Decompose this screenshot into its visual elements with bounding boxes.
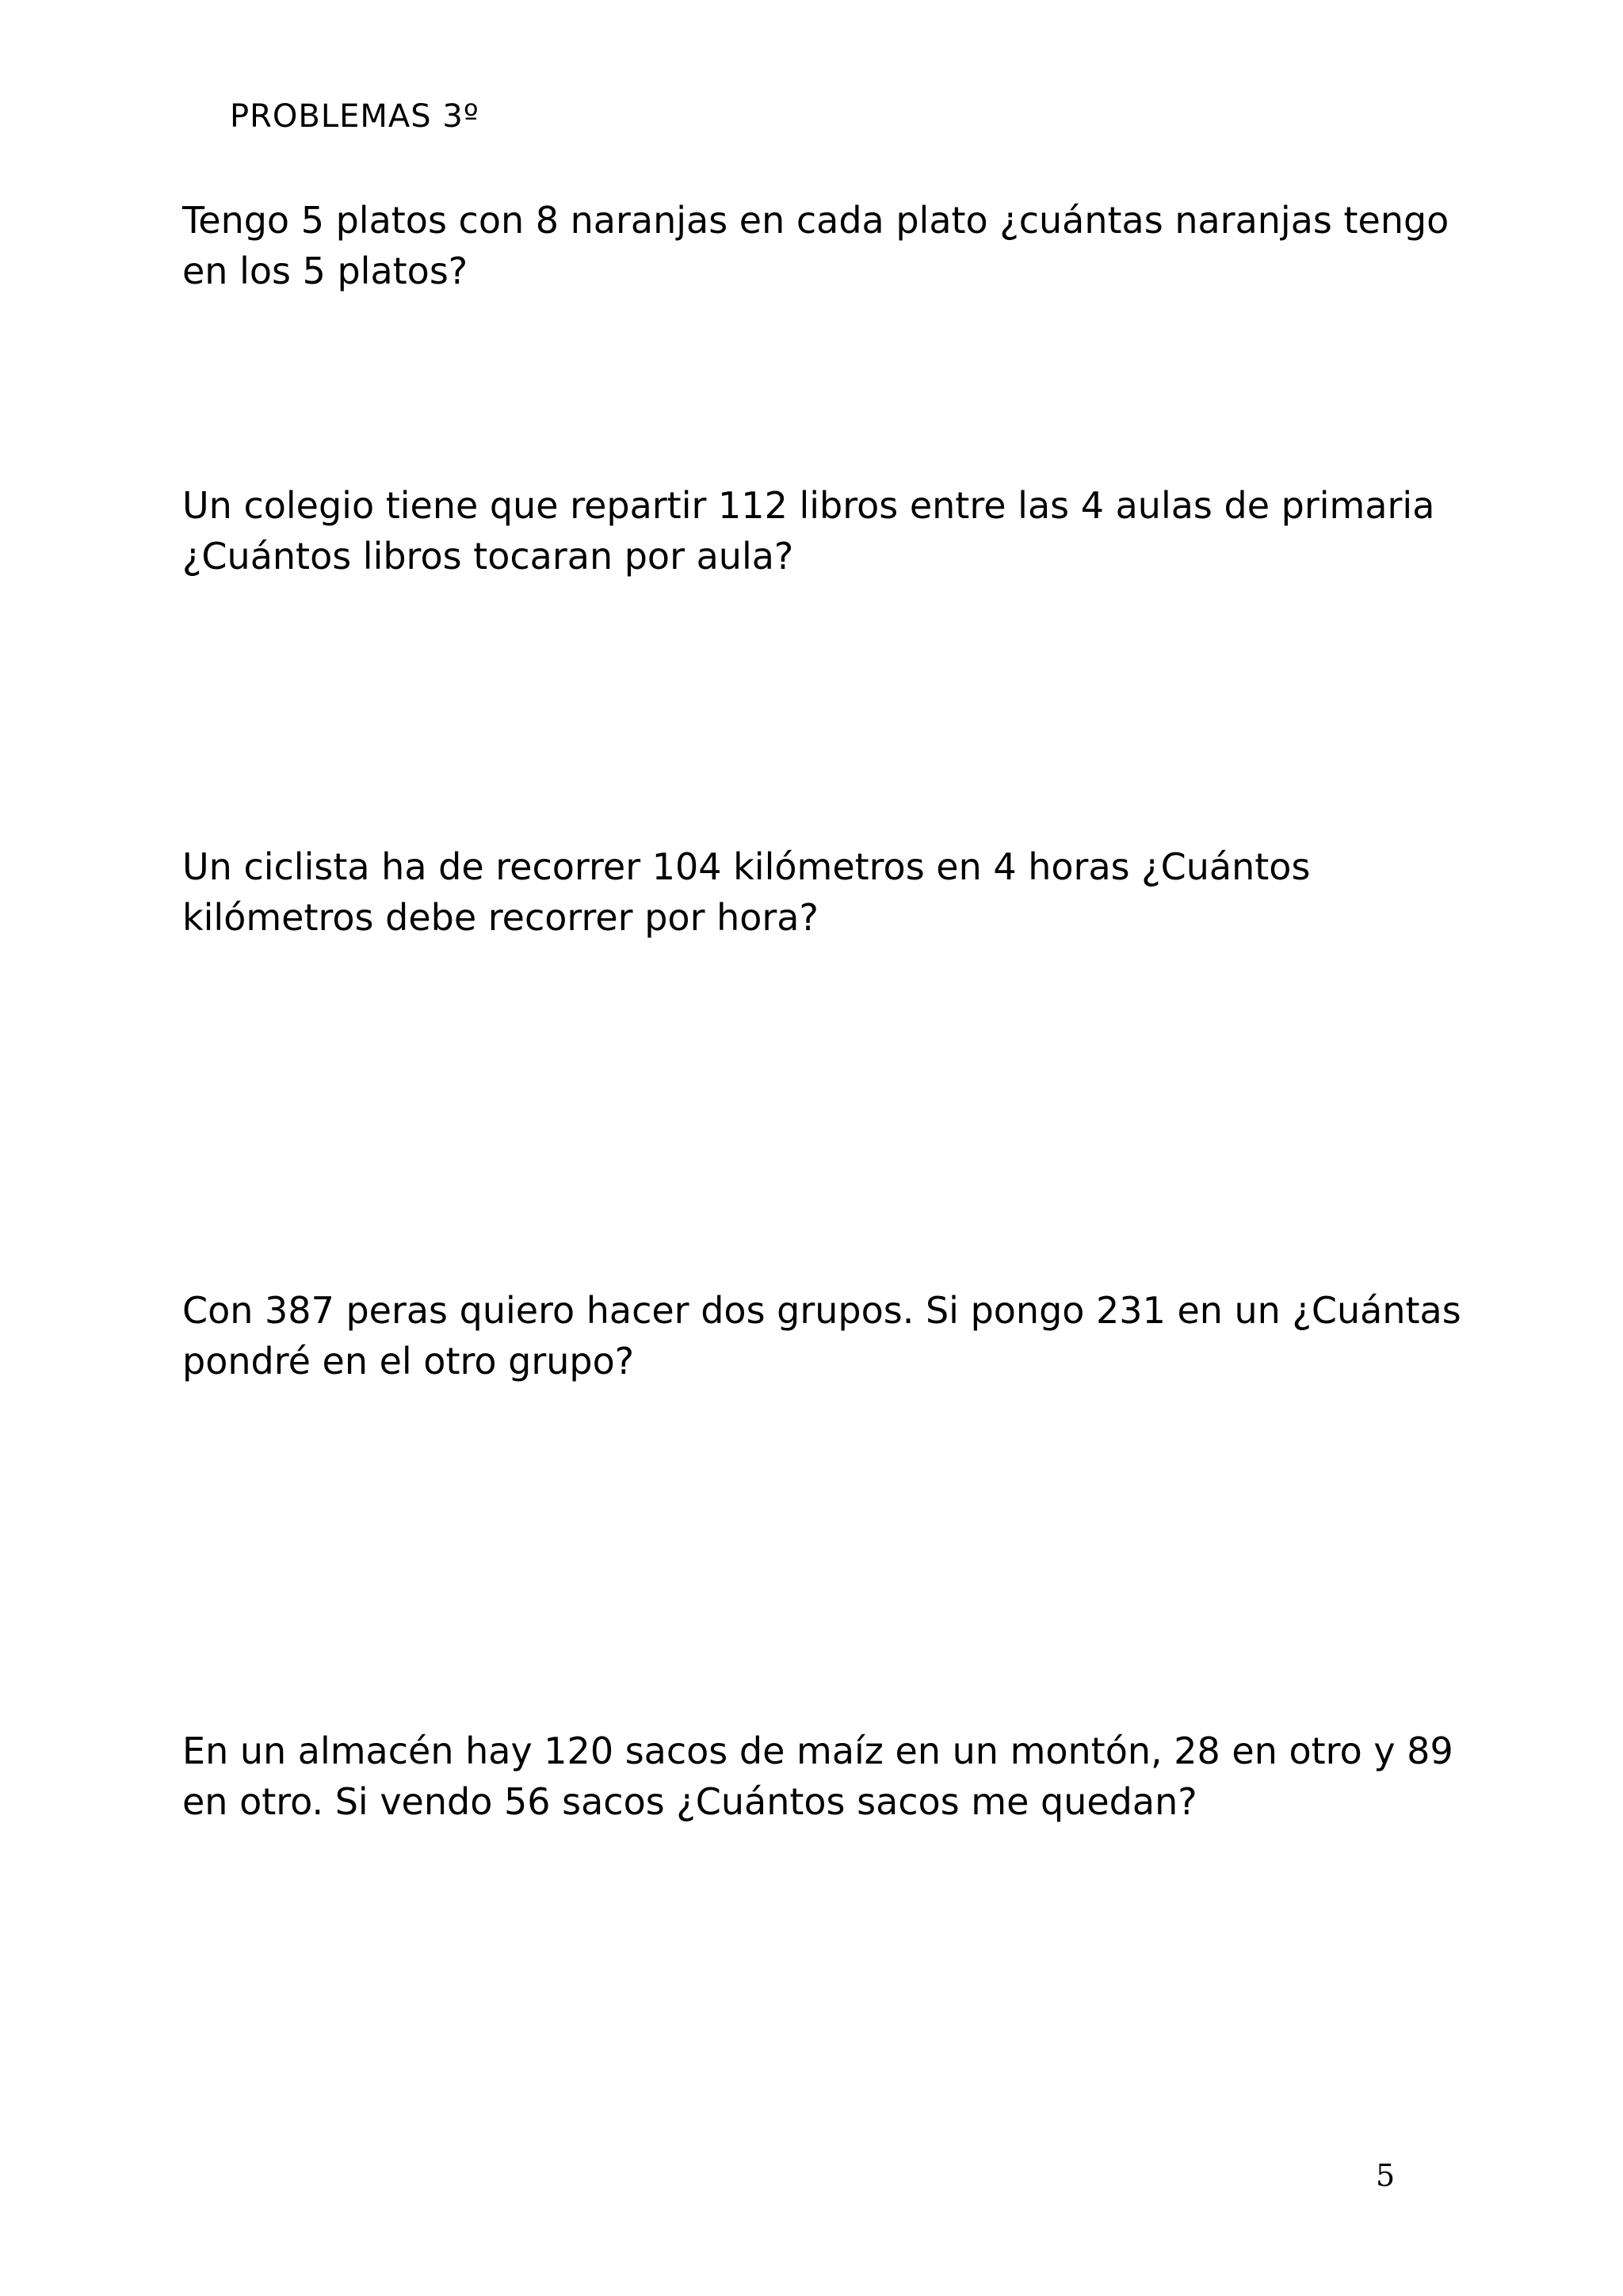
page-title: PROBLEMAS 3º xyxy=(230,98,479,135)
page-number: 5 xyxy=(1376,2158,1396,2193)
problem-5: En un almacén hay 120 sacos de maíz en un montón, 28 en otro y 89 en otro. Si vendo 56 sacos ¿Cuántos sacos me quedan? xyxy=(182,1730,1453,1823)
problem-3: Un ciclista ha de recorrer 104 kilómetros en 4 horas ¿Cuántos kilómetros debe recorrer por hora? xyxy=(182,845,1311,939)
problem-1: Tengo 5 platos con 8 naranjas en cada plato ¿cuántas naranjas tengo en los 5 platos? xyxy=(182,199,1449,292)
problem-4: Con 387 peras quiero hacer dos grupos. Si pongo 231 en un ¿Cuántas pondré en el otro grupo? xyxy=(182,1289,1461,1383)
problem-2: Un colegio tiene que repartir 112 libros entre las 4 aulas de primaria ¿Cuántos libros tocaran por aula? xyxy=(182,484,1435,578)
